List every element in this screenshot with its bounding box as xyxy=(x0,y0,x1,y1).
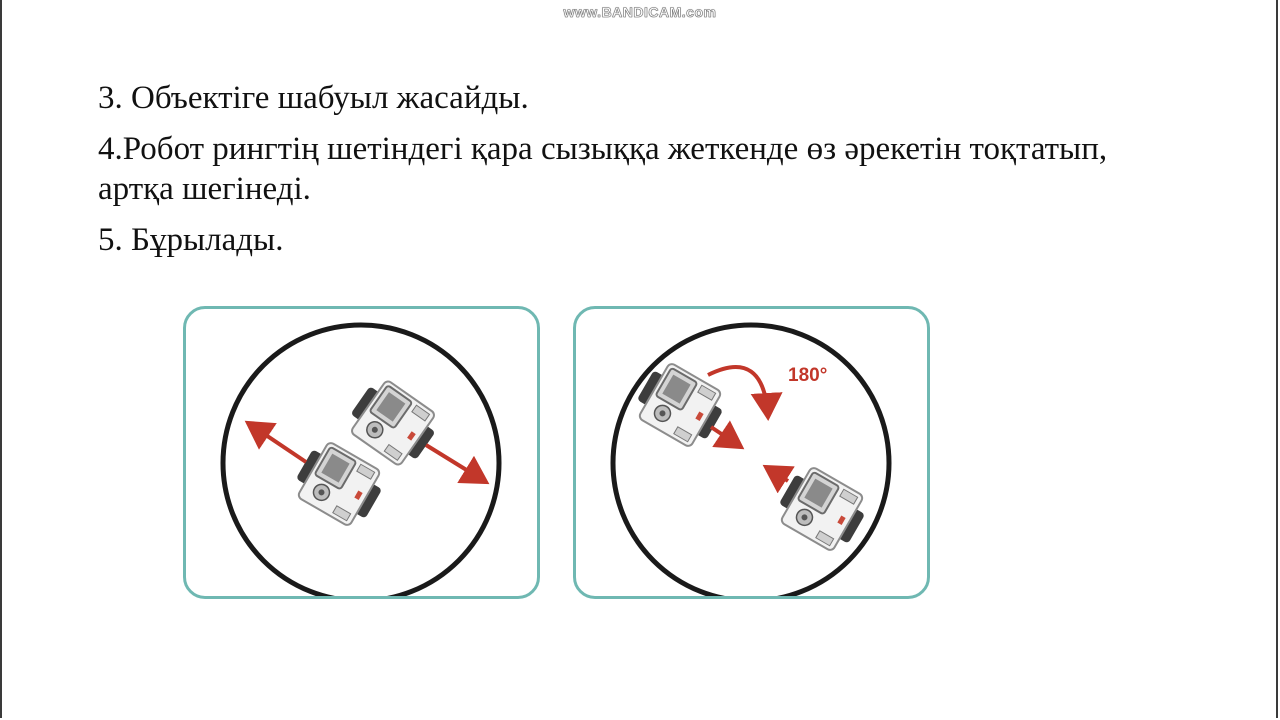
robot-bottom-icon xyxy=(771,461,872,556)
retreat-arrow-right xyxy=(426,445,486,482)
step-5-text: 5. Бұрылады. xyxy=(98,222,284,258)
figure-attack-retreat xyxy=(183,306,540,599)
approach-arrow-top xyxy=(711,427,741,447)
ring-border xyxy=(613,325,889,599)
figure-turn-180 xyxy=(573,306,930,599)
retreat-arrow-left xyxy=(248,423,306,462)
approach-arrow-bottom xyxy=(766,467,788,481)
robot-bottom-icon xyxy=(288,436,389,531)
slide-text xyxy=(98,78,1178,271)
bandicam-watermark: www.BANDICAM.com xyxy=(563,4,717,20)
step-4-text: 4.Робот рингтің шетіндегі қара сызыққа жеткенде өз әрекетін тоқтатып, артқа шегінеді. xyxy=(98,131,1108,207)
step-3-text: 3. Объектіге шабуыл жасайды. xyxy=(98,80,529,116)
rotation-label: 180° xyxy=(788,365,828,386)
